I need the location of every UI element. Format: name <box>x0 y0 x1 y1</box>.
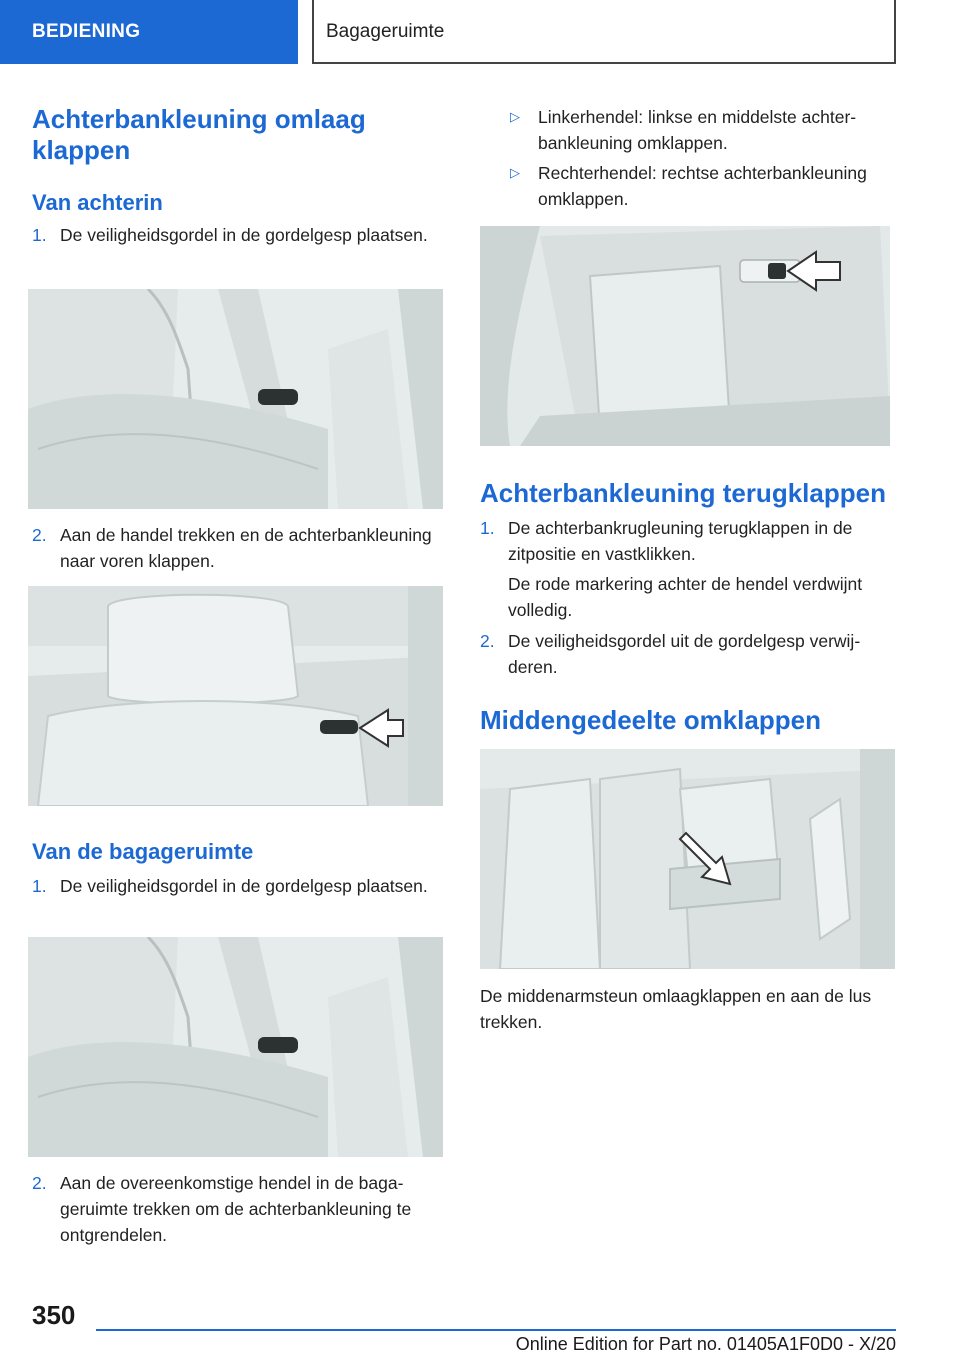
step-number: 1. <box>32 876 47 896</box>
section-title-center-fold: Middengedeelte omklappen <box>480 705 821 735</box>
section-title-fold-down: Achterbankleuning omlaag klappen <box>32 104 366 165</box>
subsection-title-from-rear: Van achterin <box>32 190 163 215</box>
step-text: De veiligheidsgordel in de gordelgesp plaatsen. <box>60 876 428 896</box>
footer-divider <box>96 1329 896 1331</box>
seat-belt-illustration <box>28 937 443 1157</box>
center-armrest-illustration <box>480 749 895 969</box>
step-number: 2. <box>480 631 495 651</box>
step-number: 1. <box>32 225 47 245</box>
step-item <box>480 515 898 569</box>
armrest-instruction: De middenarmsteun omlaagklappen en aan de lus trekken. <box>480 986 872 1032</box>
bullet-item <box>510 160 896 214</box>
step-number: 2. <box>32 525 47 545</box>
section-title-fold-back: Achterbankleuning terugklappen <box>480 478 886 508</box>
step-number: 1. <box>480 518 495 538</box>
step-item <box>32 1170 450 1250</box>
step-item <box>32 222 442 276</box>
step-text: Aan de handel trekken en de achterbankleuning naar voren klappen. <box>60 525 432 571</box>
step-item <box>32 522 442 576</box>
subsection-title-from-cargo: Van de bagageruimte <box>32 839 254 864</box>
headrest-handle-illustration <box>28 586 443 806</box>
bullet-text: Rechterhendel: rechtse achterbankleuning omklappen. <box>538 163 867 209</box>
step-item <box>480 628 898 682</box>
step-text: De veiligheidsgordel uit de gordelgesp verwijderen. <box>508 631 861 677</box>
header-chapter-title: Bagageruimte <box>312 0 896 64</box>
bullet-triangle-icon: ▷ <box>510 109 520 124</box>
step-number: 2. <box>32 1173 47 1193</box>
bullet-item <box>510 104 896 158</box>
seat-handle-illustration <box>28 289 443 509</box>
step-text: Aan de overeenkomstige hendel in de bagageruimte trekken om de achterbankleuning te ontgrendelen. <box>60 1173 412 1245</box>
cargo-lever-illustration <box>480 226 890 446</box>
step-text: De achterbankrugleuning terugklappen in de zitpositie en vastklikken. <box>508 518 853 564</box>
header-section-tab: BEDIENING <box>0 0 298 64</box>
step-item <box>32 873 442 927</box>
step-note: De rode markering achter de hendel verdwijnt volledig. <box>508 574 863 620</box>
bullet-text: Linkerhendel: linkse en middelste achterbankleuning omklappen. <box>538 107 857 153</box>
edition-footer: Online Edition for Part no. 01405A1F0D0 - X/20 <box>515 1334 896 1354</box>
page-number: 350 <box>32 1300 76 1330</box>
bullet-triangle-icon: ▷ <box>510 165 520 180</box>
step-text: De veiligheidsgordel in de gordelgesp plaatsen. <box>60 225 428 245</box>
